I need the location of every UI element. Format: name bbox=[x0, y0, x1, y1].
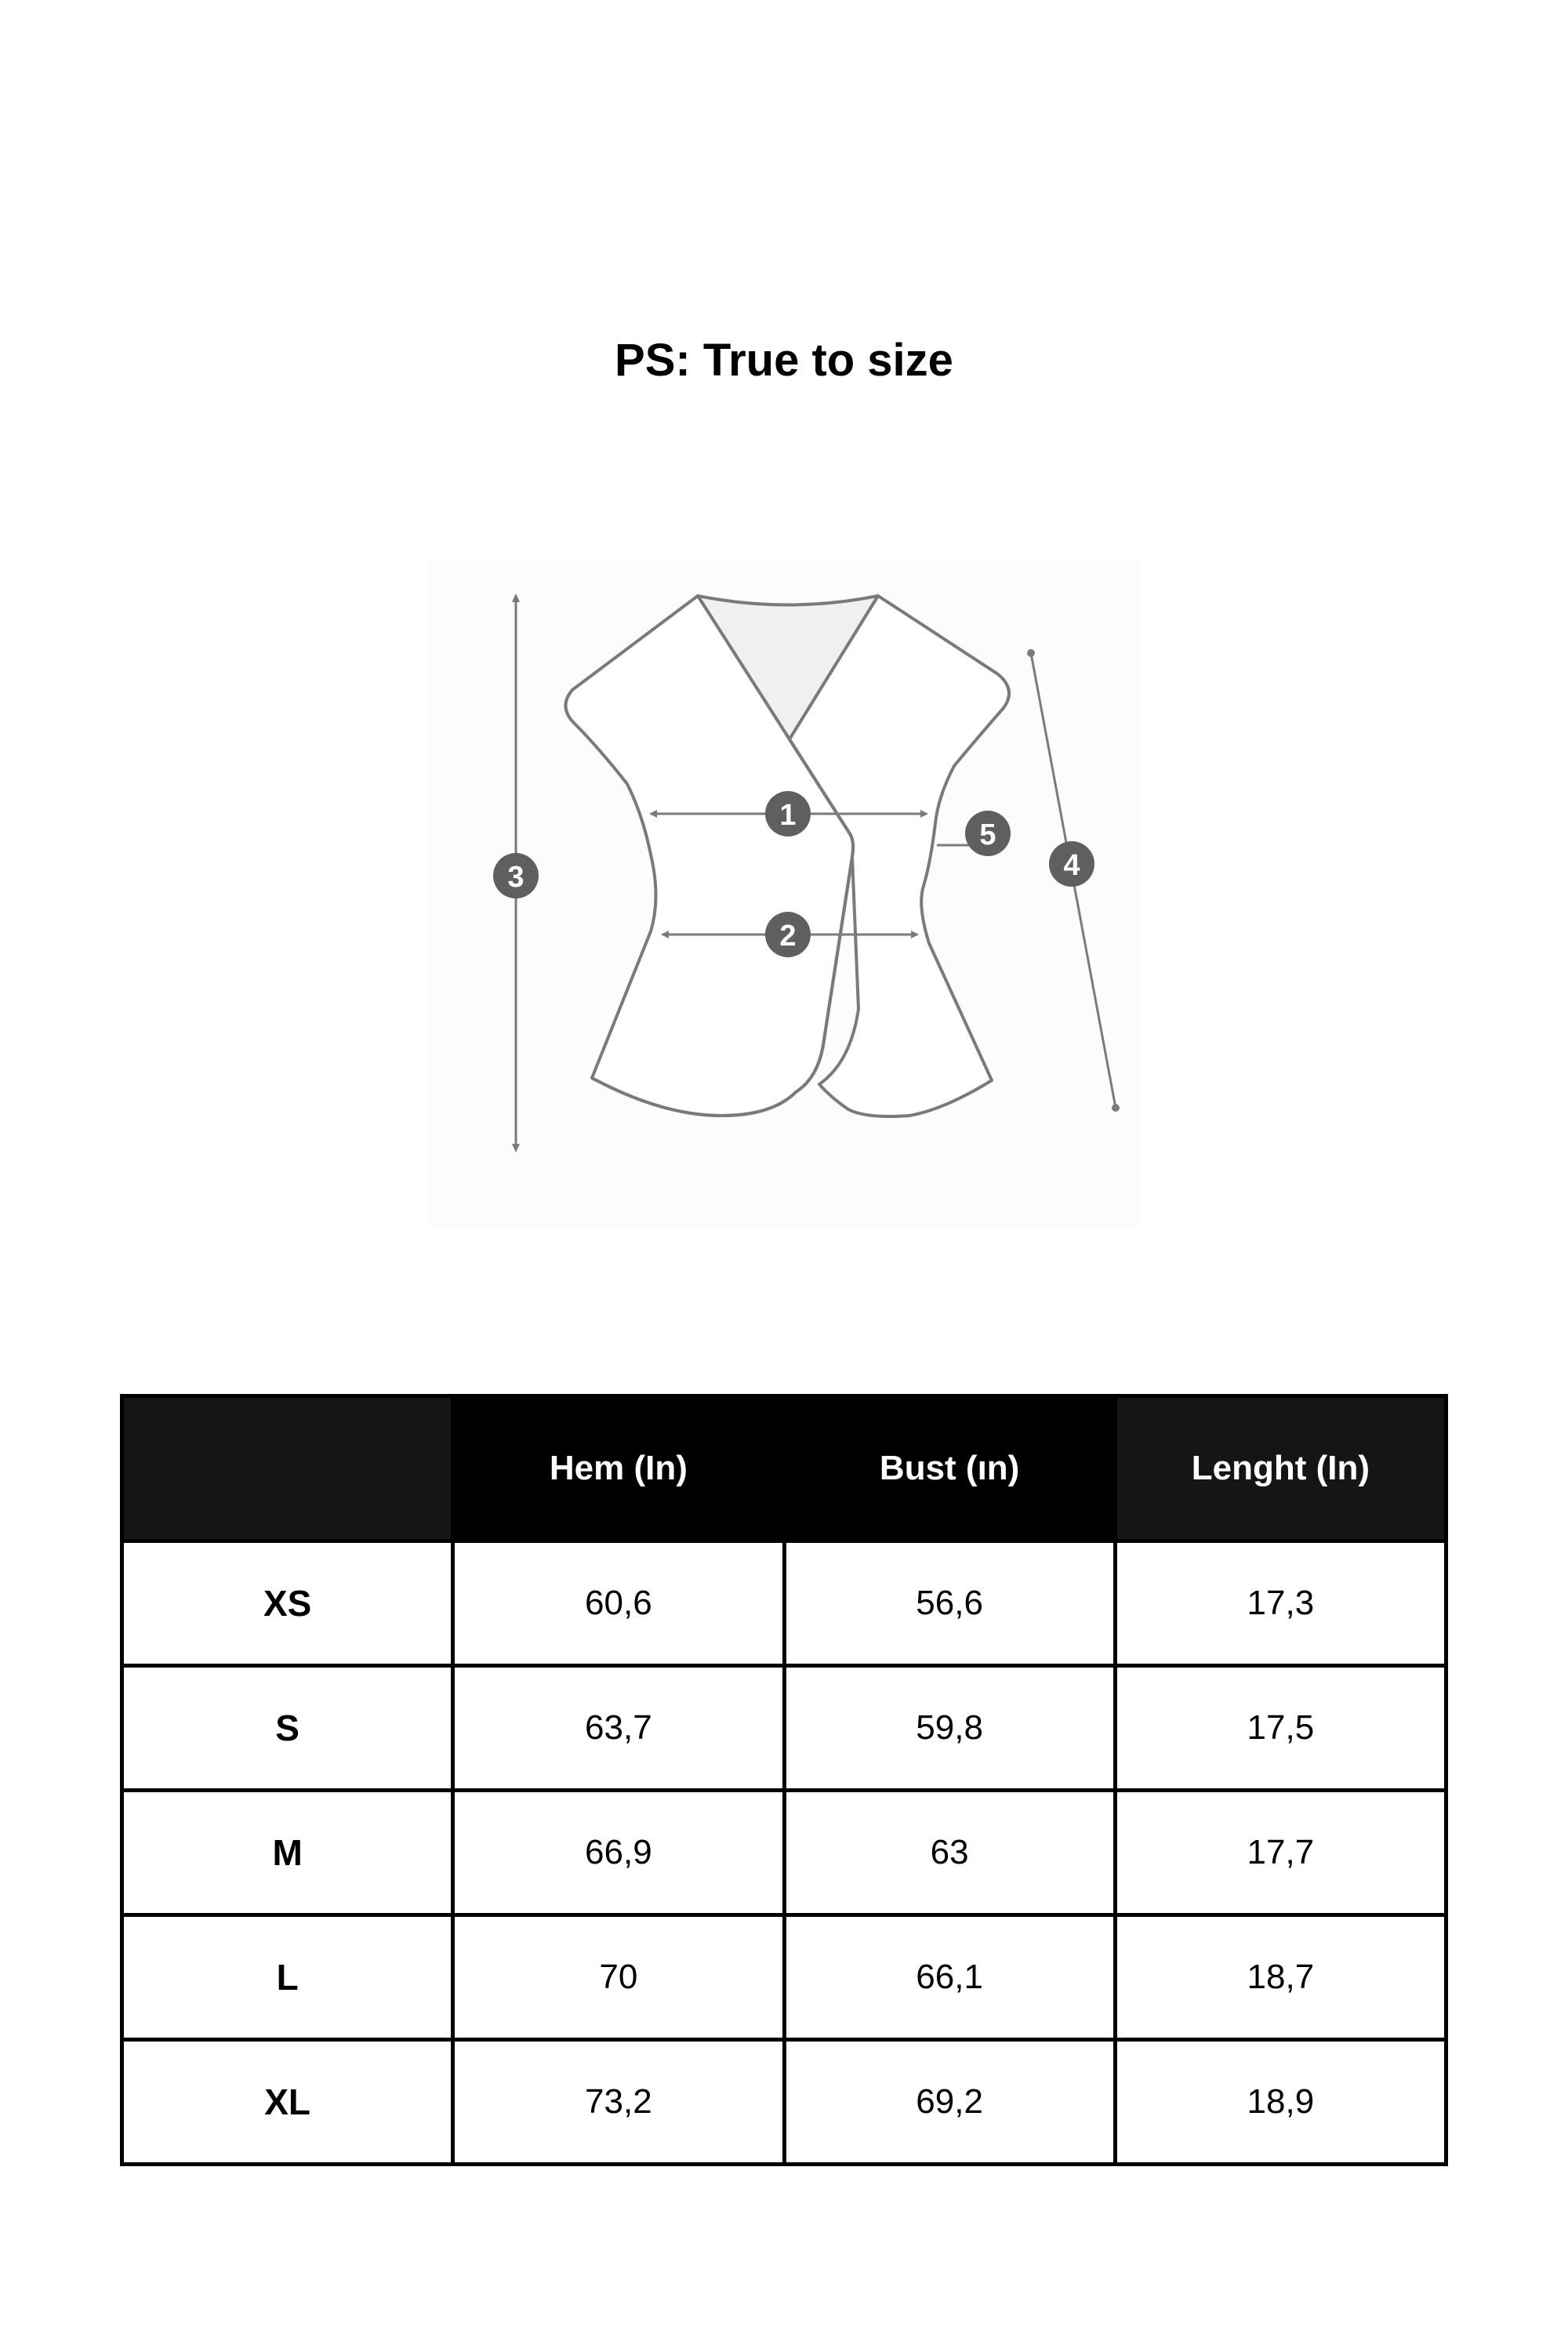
vest-illustration bbox=[427, 561, 1141, 1227]
size-label-cell: XL bbox=[122, 2040, 453, 2165]
hem-cell: 63,7 bbox=[453, 1666, 784, 1791]
svg-text:5: 5 bbox=[979, 818, 996, 851]
hem-cell: 73,2 bbox=[453, 2040, 784, 2165]
size-chart-table bbox=[120, 1394, 1448, 2166]
header-hem: Hem (In) bbox=[453, 1396, 784, 1541]
bust-cell: 66,1 bbox=[784, 1915, 1115, 2040]
bust-cell: 59,8 bbox=[784, 1666, 1115, 1791]
svg-text:4: 4 bbox=[1063, 849, 1080, 882]
length-cell: 17,7 bbox=[1115, 1791, 1446, 1915]
header-bust: Bust (ın) bbox=[784, 1396, 1115, 1541]
length-cell: 17,3 bbox=[1115, 1541, 1446, 1666]
hem-cell: 60,6 bbox=[453, 1541, 784, 1666]
length-cell: 17,5 bbox=[1115, 1666, 1446, 1791]
marker-1 bbox=[765, 791, 811, 837]
garment-diagram bbox=[427, 561, 1141, 1227]
marker-4 bbox=[1049, 841, 1094, 887]
table-row bbox=[122, 1915, 1446, 2040]
svg-text:3: 3 bbox=[507, 861, 524, 894]
table-header-row bbox=[122, 1396, 1446, 1541]
page-title: PS: True to size bbox=[615, 335, 953, 386]
marker-3 bbox=[493, 853, 539, 898]
table-row bbox=[122, 1791, 1446, 1915]
line-end-dot bbox=[1027, 649, 1035, 657]
table-row bbox=[122, 2040, 1446, 2165]
table-row bbox=[122, 1666, 1446, 1791]
table-row bbox=[122, 1541, 1446, 1666]
marker-5 bbox=[965, 811, 1011, 856]
hem-cell: 70 bbox=[453, 1915, 784, 2040]
hem-cell: 66,9 bbox=[453, 1791, 784, 1915]
svg-text:2: 2 bbox=[779, 920, 797, 953]
line-end-dot bbox=[1112, 1104, 1120, 1112]
header-length: Lenght (In) bbox=[1115, 1396, 1446, 1541]
bust-cell: 69,2 bbox=[784, 2040, 1115, 2165]
bust-cell: 63 bbox=[784, 1791, 1115, 1915]
length-cell: 18,7 bbox=[1115, 1915, 1446, 2040]
size-label-cell: XS bbox=[122, 1541, 453, 1666]
length-cell: 18,9 bbox=[1115, 2040, 1446, 2165]
header-corner-cell bbox=[122, 1396, 453, 1541]
bust-cell: 56,6 bbox=[784, 1541, 1115, 1666]
marker-2 bbox=[765, 912, 811, 957]
size-label-cell: S bbox=[122, 1666, 453, 1791]
size-label-cell: L bbox=[122, 1915, 453, 2040]
size-label-cell: M bbox=[122, 1791, 453, 1915]
svg-text:1: 1 bbox=[779, 799, 797, 832]
